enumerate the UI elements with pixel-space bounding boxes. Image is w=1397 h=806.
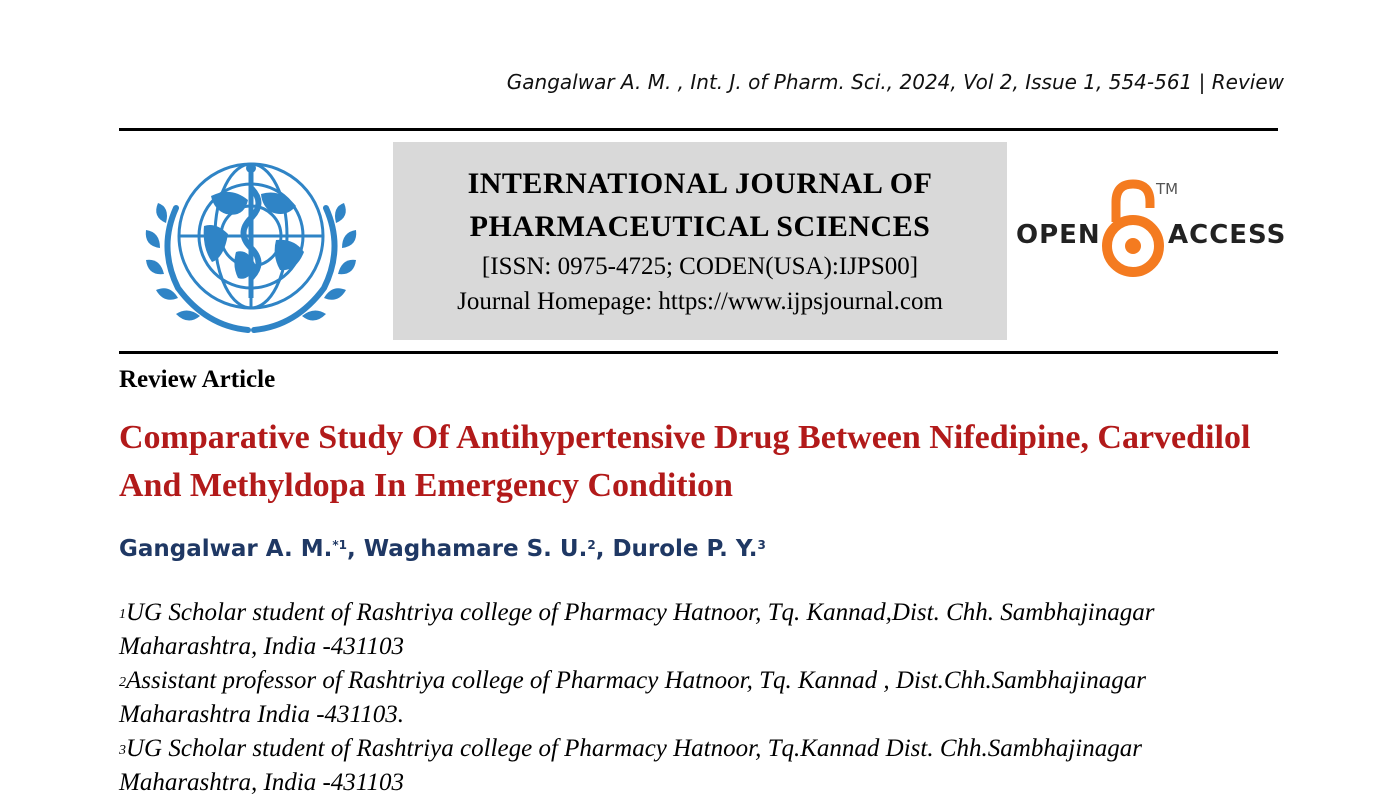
article-type: Review Article bbox=[119, 366, 276, 393]
affiliation-text: Assistant professor of Rashtriya college of Pharmacy Hatnoor, Tq. Kannad , Dist.Chh.Sambhajinagar Maharashtra India -431103. bbox=[119, 667, 1146, 728]
affiliation-number: 3 bbox=[119, 743, 126, 758]
affiliation-list bbox=[119, 596, 1279, 800]
affiliation-number: 2 bbox=[119, 675, 126, 690]
author-name: Durole P. Y. bbox=[612, 536, 758, 562]
author-affil-mark: 3 bbox=[757, 538, 766, 552]
citation-header: Gangalwar A. M. , Int. J. of Pharm. Sci., 2024, Vol 2, Issue 1, 554-561 | Review bbox=[506, 70, 1284, 94]
author-name: Gangalwar A. M. bbox=[119, 536, 333, 562]
affiliation-text: UG Scholar student of Rashtriya college of Pharmacy Hatnoor, Tq. Kannad,Dist. Chh. Sambhajinagar Maharashtra, India -431103 bbox=[119, 599, 1155, 660]
open-access-tm: TM bbox=[1156, 180, 1179, 198]
affiliation-number: 1 bbox=[119, 607, 126, 622]
bottom-rule bbox=[119, 351, 1278, 354]
journal-title-line2: PHARMACEUTICAL SCIENCES bbox=[469, 210, 931, 243]
author-name: Waghamare S. U. bbox=[363, 536, 588, 562]
top-rule bbox=[119, 128, 1278, 131]
open-access-access-text: ACCESS bbox=[1168, 220, 1287, 250]
journal-issn: [ISSN: 0975-4725; CODEN(USA):IJPS00] bbox=[481, 253, 919, 280]
journal-title bbox=[393, 162, 1007, 248]
open-access-open-text: OPEN bbox=[1016, 220, 1101, 250]
journal-title-line1: INTERNATIONAL JOURNAL OF bbox=[467, 167, 933, 200]
affiliation-item bbox=[119, 596, 1279, 664]
article-title: Comparative Study Of Antihypertensive Drug Between Nifedipine, Carvedilol And Methyldopa In Emergency Condition bbox=[119, 419, 1251, 504]
journal-homepage: Journal Homepage: https://www.ijpsjournal.com bbox=[457, 288, 943, 315]
affiliation-item bbox=[119, 664, 1279, 732]
affiliation-text: UG Scholar student of Rashtriya college of Pharmacy Hatnoor, Tq.Kannad Dist. Chh.Sambhajinagar Maharashtra, India -431103 bbox=[119, 735, 1142, 796]
author-affil-mark: *1 bbox=[332, 538, 347, 552]
affiliation-item bbox=[119, 732, 1279, 800]
author-separator: , bbox=[595, 536, 613, 562]
journal-info-box bbox=[393, 142, 1007, 340]
author-separator: , bbox=[346, 536, 364, 562]
author-affil-mark: 2 bbox=[587, 538, 596, 552]
who-emblem-icon bbox=[136, 148, 366, 343]
open-lock-icon bbox=[1102, 178, 1164, 278]
author-list bbox=[119, 536, 766, 562]
open-access-logo bbox=[1014, 178, 1287, 282]
